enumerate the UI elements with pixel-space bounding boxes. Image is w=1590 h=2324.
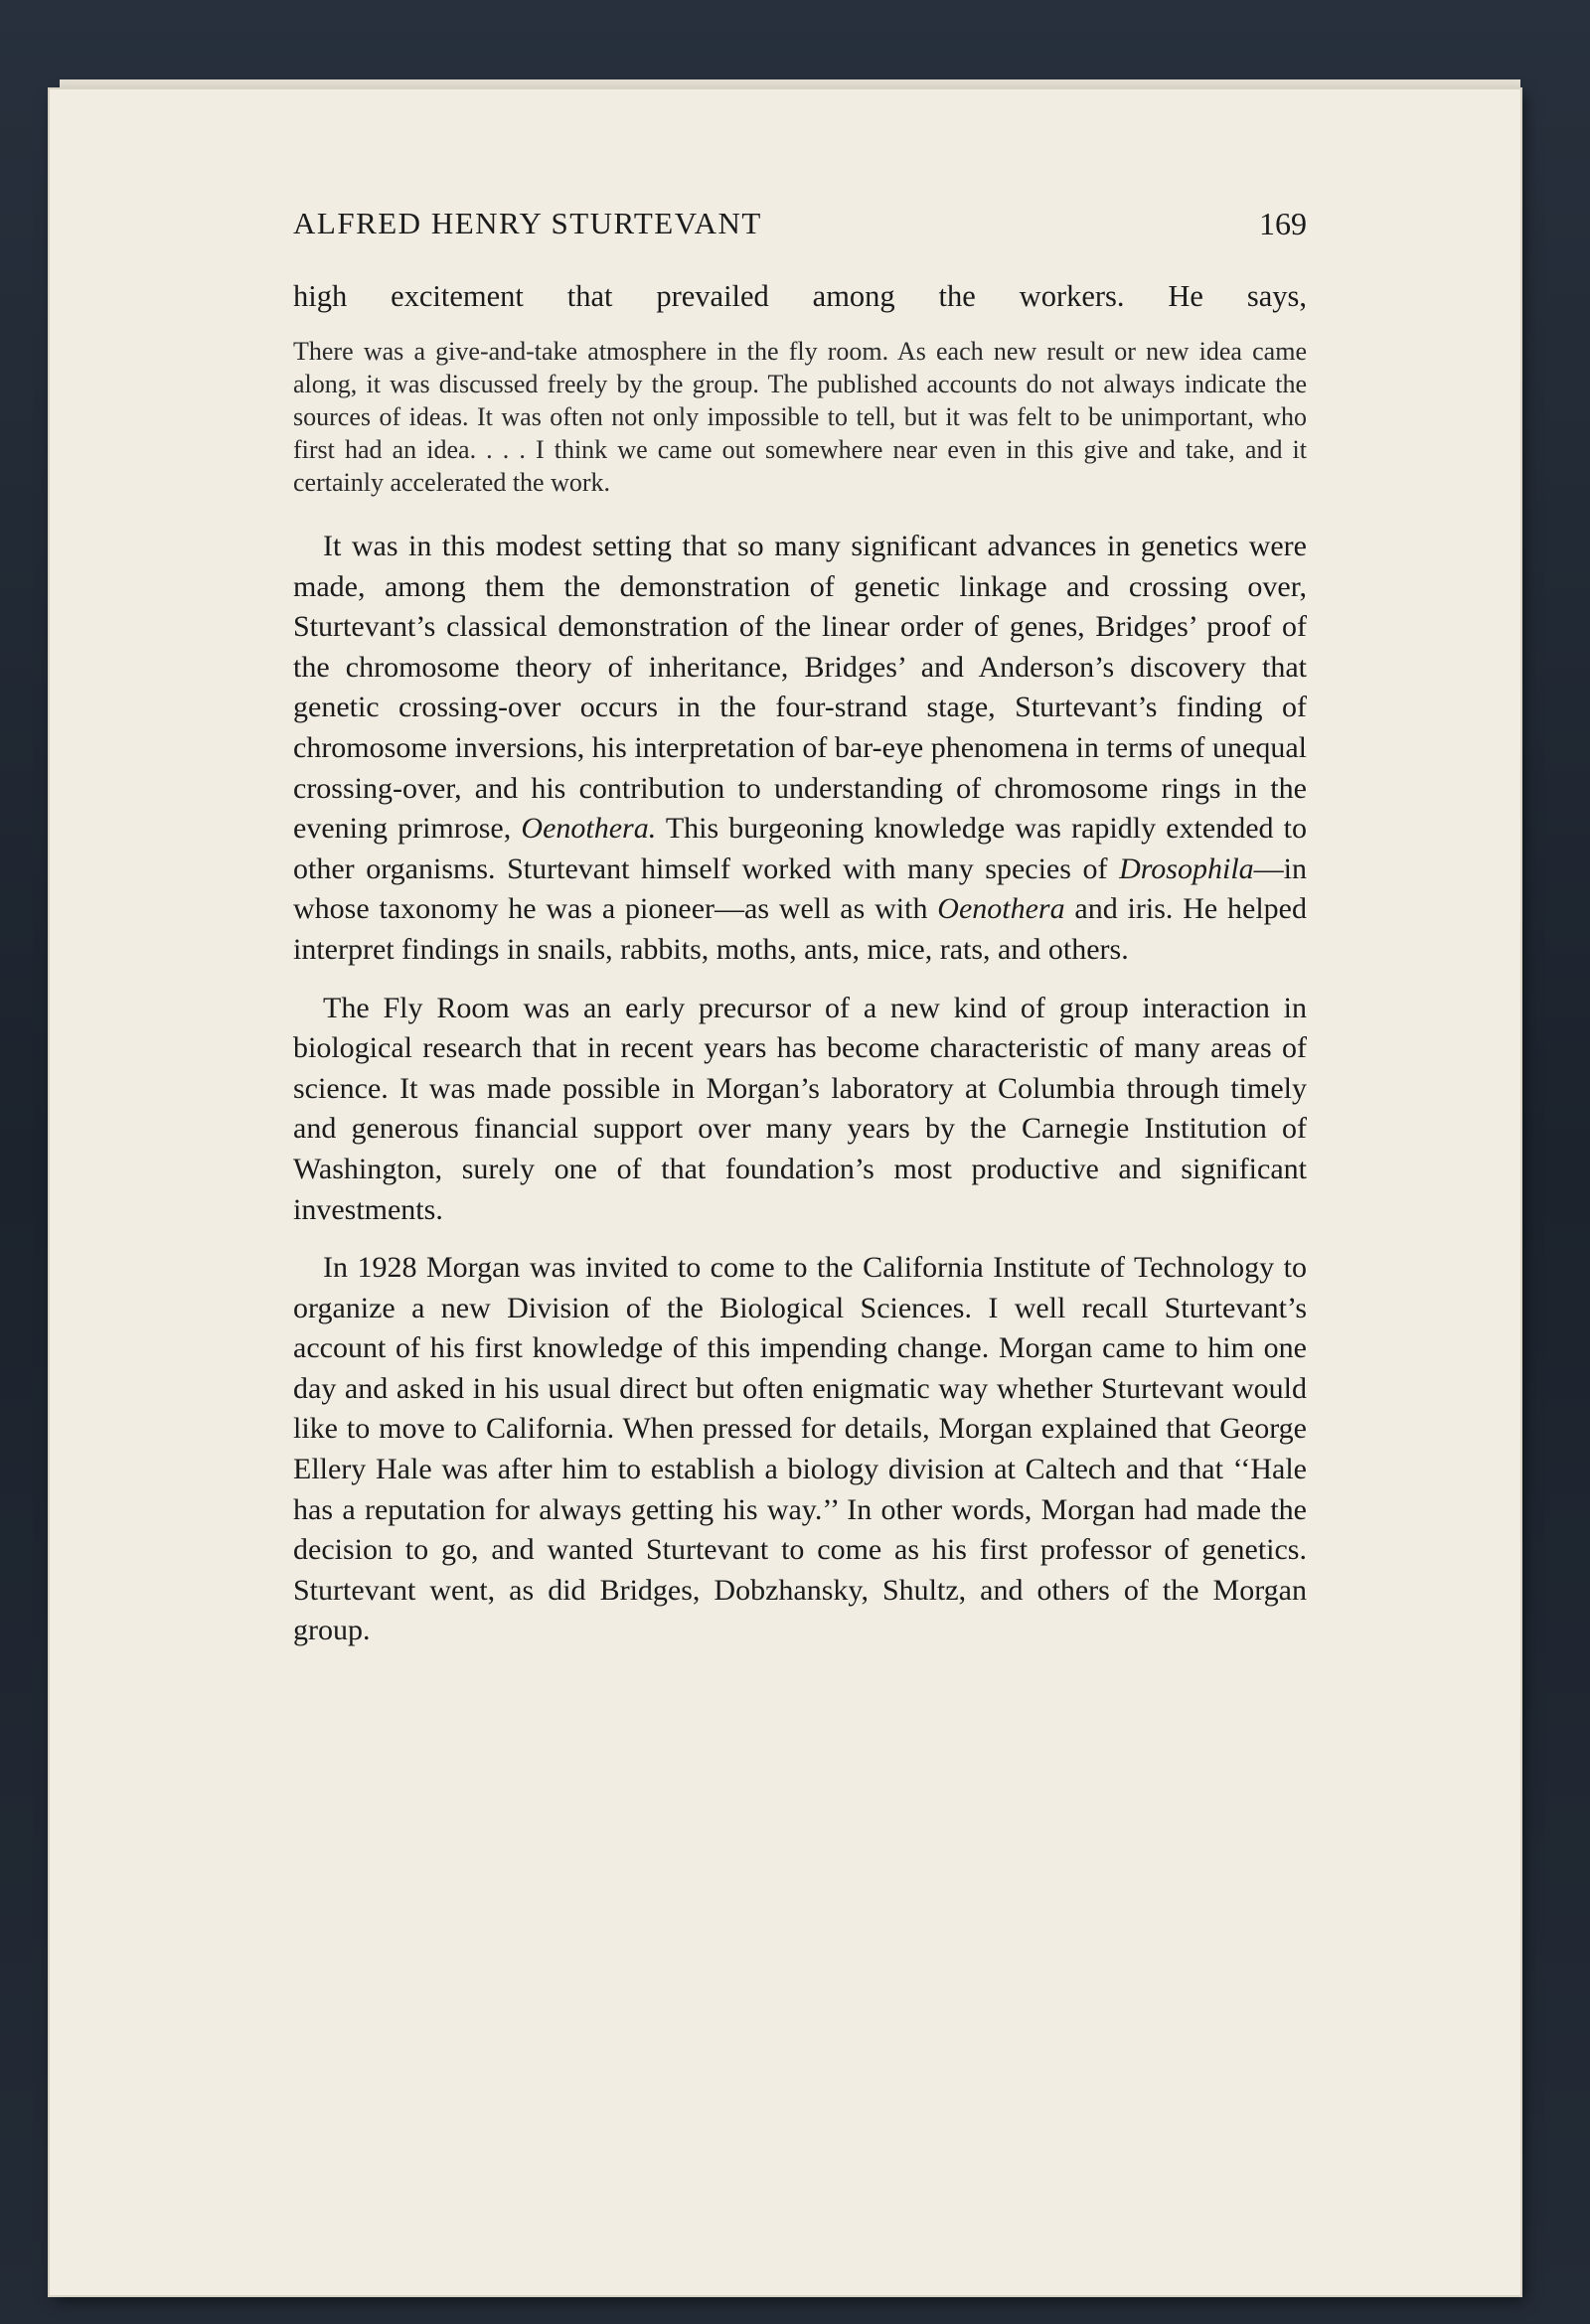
paragraph-group-interaction: The Fly Room was an early precursor of a new kind of group interaction in biological research that in recent years has become characteristic of many areas of science. It was made possible in Morgan’s laboratory at Columbia through timely and generous financial support over many years by the Carnegie Institution of Washington, surely one of that foundation’s most productive and significant investments. — [293, 991, 1307, 1226]
lead-line: high excitement that prevailed among the workers. He says, — [293, 279, 1307, 313]
block-quote: There was a give-and-take atmosphere in the fly room. As each new result or new idea came along, it was discussed freely by the group. The published accounts do not always indicate the sources of ideas. It was often not only impossible to tell, but it was felt to be unimportant, who first had an idea. . . . I think we came out somewhere near even in this give and take, and it certainly accelerated the work. — [293, 337, 1307, 497]
paragraph-text: and iris. He helped interpret findings in snails, rabbits, moths, ants, mice, rats, and others. — [293, 892, 1307, 966]
running-head — [293, 194, 1307, 253]
paragraph-text: It was in this modest setting that so many significant advances in genetics were made, among them the demonstration of genetic linkage and crossing over, Sturtevant’s classical demonstration of the linear order of genes, Bridges’ proof of the chromosome theory of inheritance, Bridges’ and Anderson’s discovery that genetic crossing-over occurs in the four-strand stage, Sturtevant’s finding of chromosome inversions, his interpretation of bar-eye phenomena in terms of unequal crossing-over, and his contribution to understanding of chromosome rings in the evening primrose, — [293, 530, 1307, 846]
italic-term: Drosophila — [1119, 852, 1254, 885]
paragraph-text: This burgeoning knowledge was rapidly extended to other organisms. Sturtevant himself worked with many species of — [293, 812, 1307, 885]
paragraph-fly-room-advances — [293, 527, 1307, 971]
running-title: ALFRED HENRY STURTEVANT — [293, 206, 762, 240]
italic-term: Oenothera. — [521, 812, 657, 846]
paragraph-text: —in whose taxonomy he was a pioneer—as well as with — [293, 852, 1307, 926]
page-content — [243, 194, 1307, 1669]
paragraph-caltech-move: In 1928 Morgan was invited to come to the California Institute of Technology to organize a new Division of the Biological Sciences. I well recall Sturtevant’s account of his first knowledge of this impending change. Morgan came to him one day and asked in his usual direct but often enigmatic way whether Sturtevant would like to move to California. When pressed for details, Morgan explained that George Ellery Hale was after him to establish a biology division at Caltech and that ‘‘Hale has a reputation for always getting his way.’’ In other words, Morgan had made the decision to go, and wanted Sturtevant to come as his first professor of genetics. Sturtevant went, as did Bridges, Dobzhansky, Shultz, and others of the Morgan group. — [293, 1251, 1307, 1647]
page-edge — [60, 79, 1520, 89]
italic-term: Oenothera — [937, 892, 1065, 926]
page-number: 169 — [1259, 206, 1307, 241]
